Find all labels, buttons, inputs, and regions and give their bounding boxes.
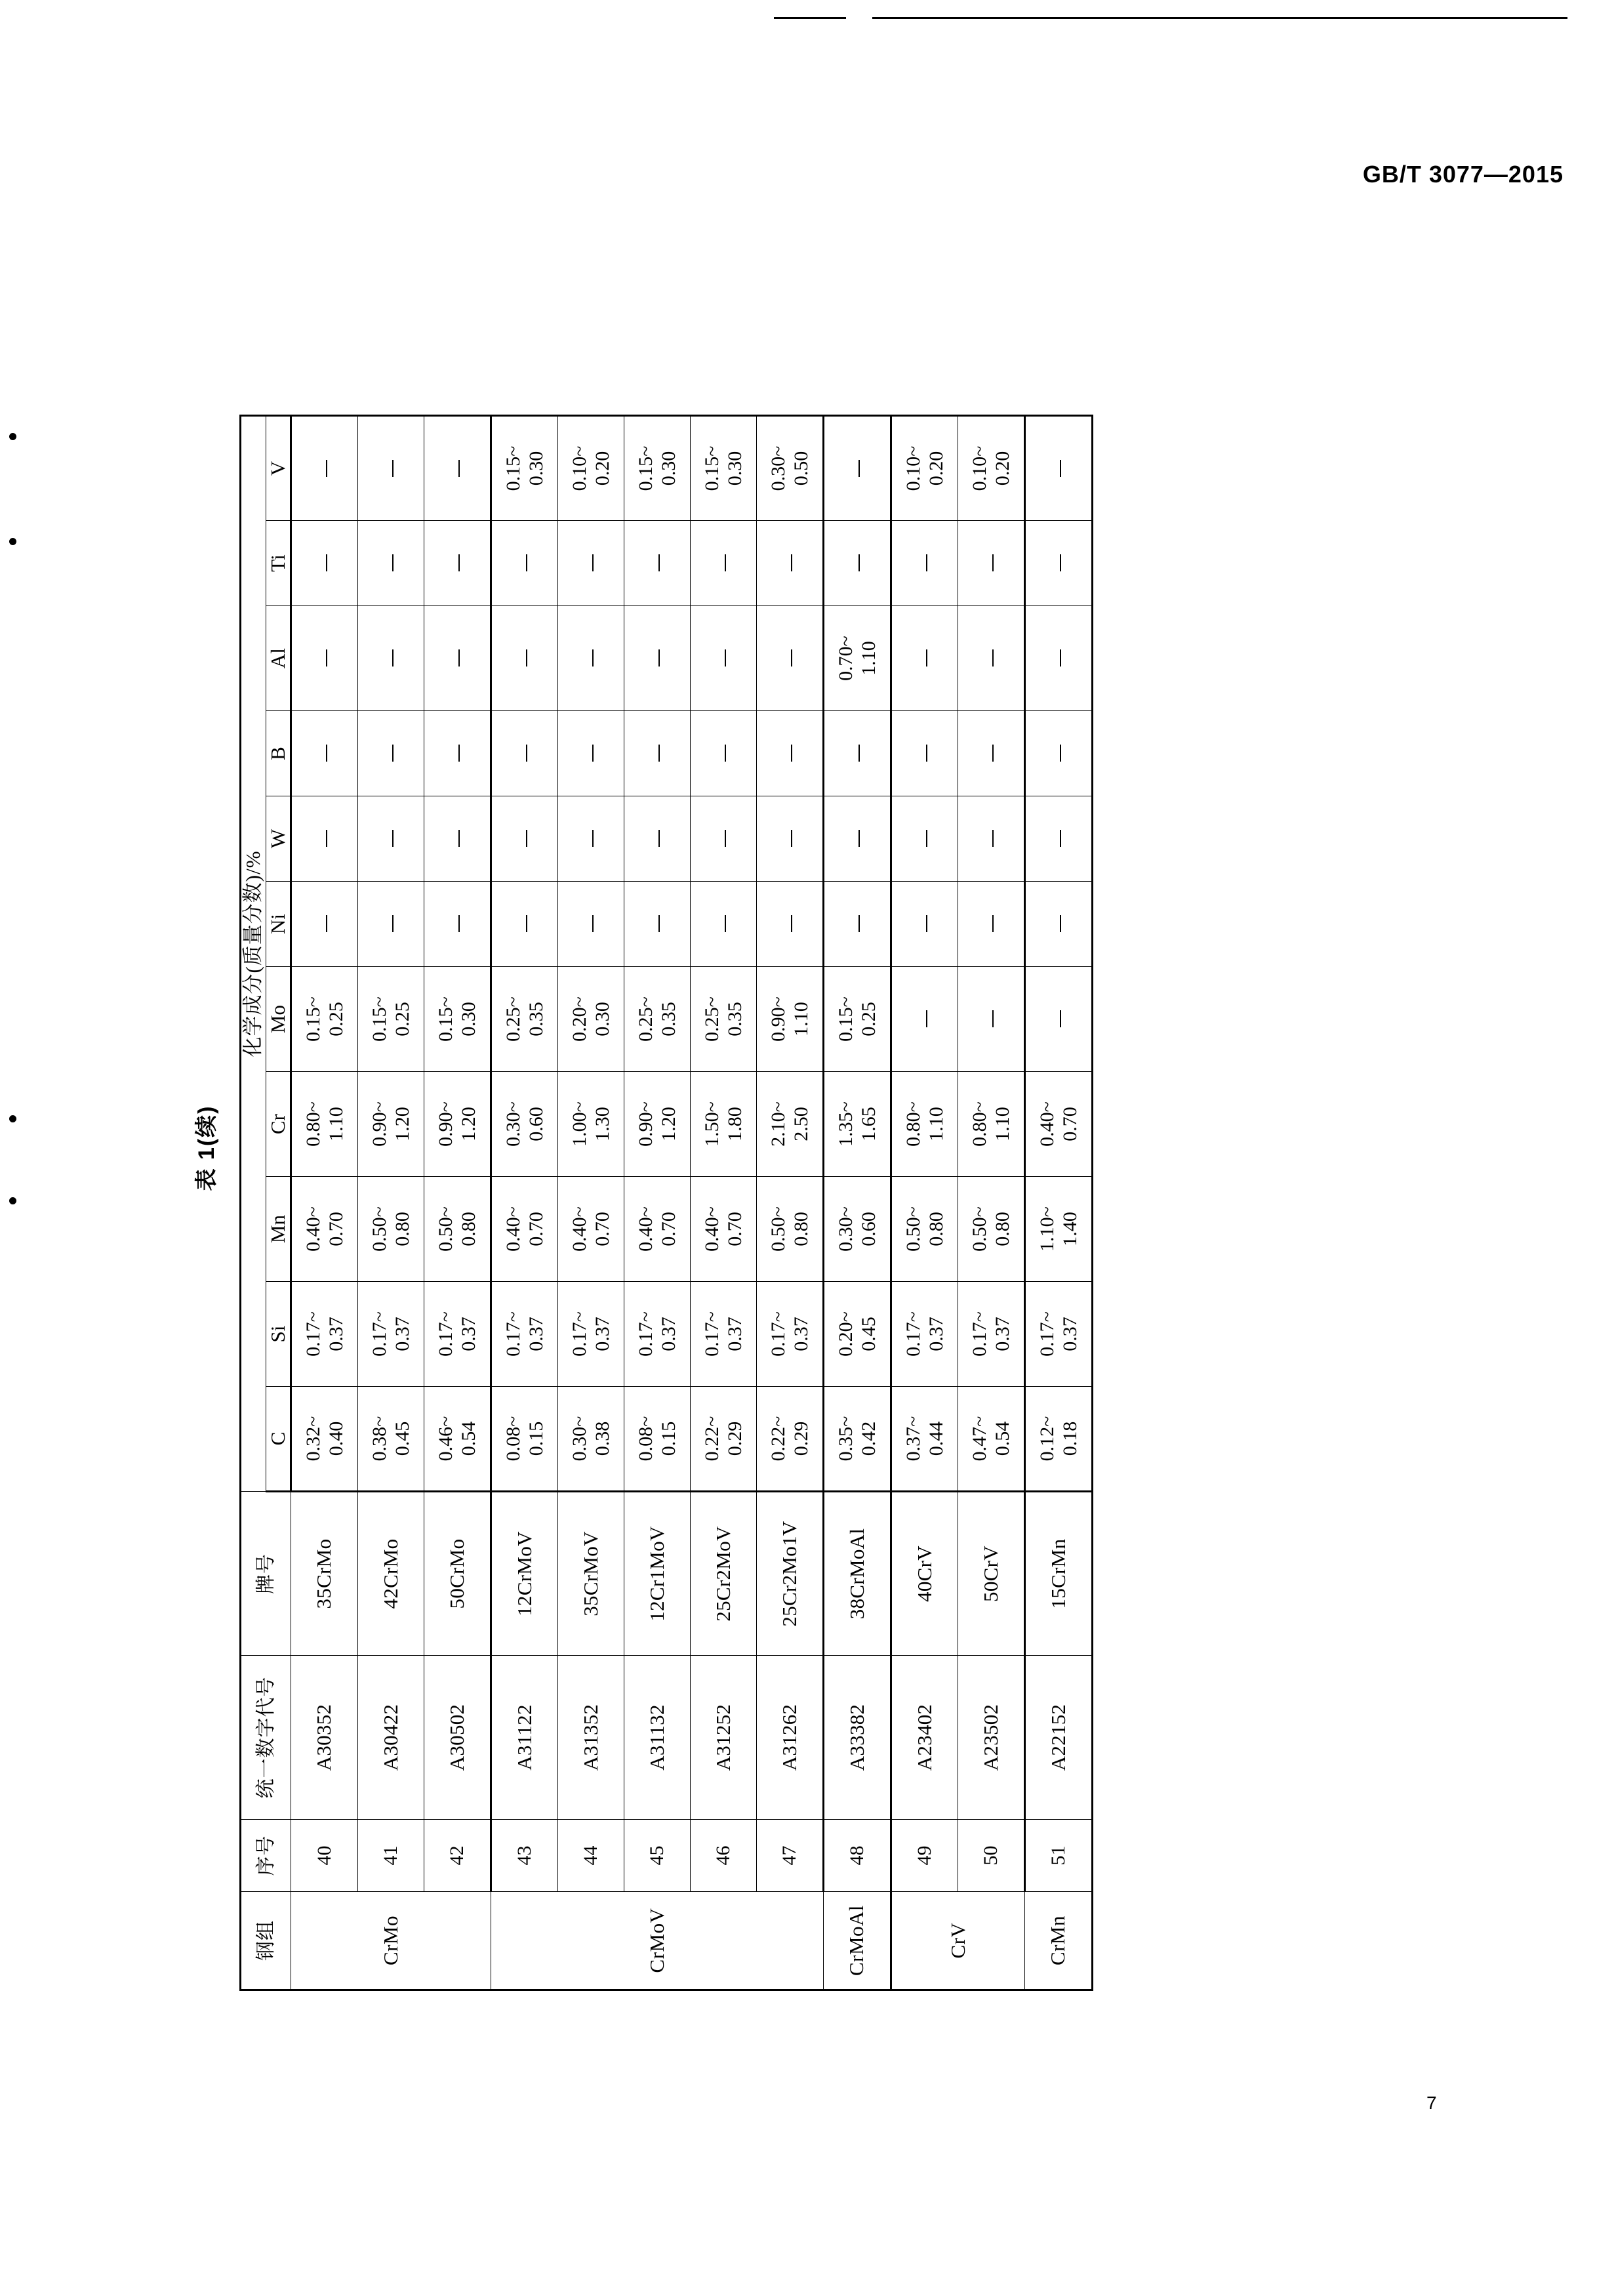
value-cell-B (958, 711, 1025, 796)
steel-group-cell: CrMo (291, 1892, 491, 1990)
grade-cell: 25Cr2Mo1V (757, 1492, 824, 1656)
column-header-serial: 序号 (241, 1820, 291, 1892)
value-cell-Mo: 0.25~ 0.35 (624, 967, 691, 1072)
grade-cell: 12CrMoV (491, 1492, 558, 1656)
serial-number-cell: 45 (624, 1820, 691, 1892)
value-cell-Cr: 0.80~ 1.10 (891, 1072, 958, 1177)
unified-code-cell: A23402 (891, 1656, 958, 1820)
column-header-element-C: C (266, 1387, 291, 1492)
column-header-element-W: W (266, 796, 291, 882)
value-cell-B (757, 711, 824, 796)
column-header-element-Al: Al (266, 606, 291, 711)
value-cell-Si: 0.17~ 0.37 (757, 1282, 824, 1387)
column-header-element-Mn: Mn (266, 1177, 291, 1282)
table-row (491, 416, 558, 1990)
value-cell-Cr: 0.30~ 0.60 (491, 1072, 558, 1177)
table-row (958, 416, 1025, 1990)
unified-code-cell: A30502 (424, 1656, 491, 1820)
value-cell-B (691, 711, 757, 796)
unified-code-cell: A30422 (358, 1656, 424, 1820)
value-cell-Mn: 0.50~ 0.80 (424, 1177, 491, 1282)
table-row (358, 416, 424, 1990)
serial-number-cell: 47 (757, 1820, 824, 1892)
value-cell-V: 0.15~ 0.30 (491, 416, 558, 521)
value-cell-V (291, 416, 358, 521)
serial-number-cell: 44 (558, 1820, 624, 1892)
chemical-composition-table (239, 415, 1093, 1991)
value-cell-Si: 0.17~ 0.37 (291, 1282, 358, 1387)
value-cell-Al (558, 606, 624, 711)
value-cell-C: 0.22~ 0.29 (757, 1387, 824, 1492)
unified-code-cell: A31352 (558, 1656, 624, 1820)
value-cell-Si: 0.20~ 0.45 (824, 1282, 891, 1387)
value-cell-Al (424, 606, 491, 711)
value-cell-C: 0.32~ 0.40 (291, 1387, 358, 1492)
value-cell-W (691, 796, 757, 882)
value-cell-B (824, 711, 891, 796)
value-cell-Ti (624, 521, 691, 606)
page-number: 7 (1426, 2093, 1437, 2113)
column-header-unified-code: 统一数字代号 (241, 1656, 291, 1820)
value-cell-Si: 0.17~ 0.37 (491, 1282, 558, 1387)
value-cell-C: 0.47~ 0.54 (958, 1387, 1025, 1492)
value-cell-Si: 0.17~ 0.37 (358, 1282, 424, 1387)
value-cell-Mo (891, 967, 958, 1072)
steel-group-cell: CrV (891, 1892, 1025, 1990)
value-cell-B (291, 711, 358, 796)
value-cell-Al (891, 606, 958, 711)
value-cell-Al (358, 606, 424, 711)
column-header-element-Mo: Mo (266, 967, 291, 1072)
value-cell-B (558, 711, 624, 796)
value-cell-Mn: 0.40~ 0.70 (691, 1177, 757, 1282)
value-cell-Mo: 0.20~ 0.30 (558, 967, 624, 1072)
value-cell-C: 0.35~ 0.42 (824, 1387, 891, 1492)
standard-number-header: GB/T 3077—2015 (1362, 161, 1564, 188)
value-cell-V: 0.10~ 0.20 (891, 416, 958, 521)
value-cell-Ti (558, 521, 624, 606)
value-cell-W (291, 796, 358, 882)
grade-cell: 50CrV (958, 1492, 1025, 1656)
serial-number-cell: 43 (491, 1820, 558, 1892)
value-cell-Mo: 0.25~ 0.35 (691, 967, 757, 1072)
value-cell-Cr: 2.10~ 2.50 (757, 1072, 824, 1177)
value-cell-Al: 0.70~ 1.10 (824, 606, 891, 711)
value-cell-Cr: 1.50~ 1.80 (691, 1072, 757, 1177)
serial-number-cell: 41 (358, 1820, 424, 1892)
value-cell-Cr: 0.80~ 1.10 (958, 1072, 1025, 1177)
value-cell-Ti (358, 521, 424, 606)
value-cell-B (358, 711, 424, 796)
value-cell-Mo: 0.15~ 0.25 (358, 967, 424, 1072)
value-cell-Ni (558, 882, 624, 967)
value-cell-Ti (1025, 521, 1093, 606)
grade-cell: 15CrMn (1025, 1492, 1093, 1656)
value-cell-Mn: 0.40~ 0.70 (558, 1177, 624, 1282)
value-cell-Ti (824, 521, 891, 606)
value-cell-Ni (624, 882, 691, 967)
value-cell-C: 0.38~ 0.45 (358, 1387, 424, 1492)
table-row (1025, 416, 1093, 1990)
value-cell-Al (958, 606, 1025, 711)
value-cell-W (958, 796, 1025, 882)
value-cell-Al (624, 606, 691, 711)
value-cell-Ni (757, 882, 824, 967)
unified-code-cell: A31132 (624, 1656, 691, 1820)
value-cell-Ti (958, 521, 1025, 606)
value-cell-W (1025, 796, 1093, 882)
serial-number-cell: 50 (958, 1820, 1025, 1892)
value-cell-W (424, 796, 491, 882)
value-cell-Al (491, 606, 558, 711)
value-cell-Mo: 0.15~ 0.25 (291, 967, 358, 1072)
value-cell-W (558, 796, 624, 882)
value-cell-Si: 0.17~ 0.37 (424, 1282, 491, 1387)
value-cell-Si: 0.17~ 0.37 (558, 1282, 624, 1387)
value-cell-Cr: 0.90~ 1.20 (424, 1072, 491, 1177)
table-header-row-top (241, 416, 266, 1990)
value-cell-W (757, 796, 824, 882)
value-cell-Ti (291, 521, 358, 606)
value-cell-Mo (958, 967, 1025, 1072)
value-cell-Ti (757, 521, 824, 606)
value-cell-B (424, 711, 491, 796)
value-cell-Mo (1025, 967, 1093, 1072)
value-cell-C: 0.22~ 0.29 (691, 1387, 757, 1492)
value-cell-W (624, 796, 691, 882)
value-cell-Ni (691, 882, 757, 967)
column-header-element-Ti: Ti (266, 521, 291, 606)
value-cell-C: 0.12~ 0.18 (1025, 1387, 1093, 1492)
column-header-element-B: B (266, 711, 291, 796)
value-cell-B (1025, 711, 1093, 796)
value-cell-Mn: 0.40~ 0.70 (491, 1177, 558, 1282)
serial-number-cell: 51 (1025, 1820, 1093, 1892)
value-cell-Si: 0.17~ 0.37 (1025, 1282, 1093, 1387)
grade-cell: 50CrMo (424, 1492, 491, 1656)
column-header-element-Cr: Cr (266, 1072, 291, 1177)
value-cell-V (424, 416, 491, 521)
value-cell-Si: 0.17~ 0.37 (624, 1282, 691, 1387)
table-row (691, 416, 757, 1990)
value-cell-C: 0.46~ 0.54 (424, 1387, 491, 1492)
grade-cell: 35CrMo (291, 1492, 358, 1656)
value-cell-V: 0.15~ 0.30 (691, 416, 757, 521)
column-header-element-Si: Si (266, 1282, 291, 1387)
steel-group-cell: CrMn (1025, 1892, 1093, 1990)
column-header-element-Ni: Ni (266, 882, 291, 967)
value-cell-Mo: 0.25~ 0.35 (491, 967, 558, 1072)
value-cell-W (491, 796, 558, 882)
table-row (824, 416, 891, 1990)
grade-cell: 12Cr1MoV (624, 1492, 691, 1656)
value-cell-W (891, 796, 958, 882)
value-cell-B (624, 711, 691, 796)
serial-number-cell: 40 (291, 1820, 358, 1892)
value-cell-Ni (424, 882, 491, 967)
value-cell-Al (1025, 606, 1093, 711)
unified-code-cell: A31262 (757, 1656, 824, 1820)
steel-group-cell: CrMoAl (824, 1892, 891, 1990)
serial-number-cell: 46 (691, 1820, 757, 1892)
unified-code-cell: A31252 (691, 1656, 757, 1820)
value-cell-Mn: 0.50~ 0.80 (757, 1177, 824, 1282)
value-cell-Cr: 0.90~ 1.20 (358, 1072, 424, 1177)
value-cell-Cr: 1.35~ 1.65 (824, 1072, 891, 1177)
value-cell-Ti (691, 521, 757, 606)
value-cell-Ni (891, 882, 958, 967)
grade-cell: 42CrMo (358, 1492, 424, 1656)
unified-code-cell: A22152 (1025, 1656, 1093, 1820)
table-row (624, 416, 691, 1990)
table-row (424, 416, 491, 1990)
value-cell-C: 0.30~ 0.38 (558, 1387, 624, 1492)
value-cell-V: 0.15~ 0.30 (624, 416, 691, 521)
value-cell-Ni (491, 882, 558, 967)
value-cell-V: 0.10~ 0.20 (558, 416, 624, 521)
value-cell-Mn: 0.50~ 0.80 (358, 1177, 424, 1282)
table-row (757, 416, 824, 1990)
value-cell-V (358, 416, 424, 521)
value-cell-Mn: 0.50~ 0.80 (891, 1177, 958, 1282)
grade-cell: 40CrV (891, 1492, 958, 1656)
steel-group-cell: CrMoV (491, 1892, 824, 1990)
value-cell-Mo: 0.90~ 1.10 (757, 967, 824, 1072)
serial-number-cell: 48 (824, 1820, 891, 1892)
column-header-element-V: V (266, 416, 291, 521)
value-cell-Ni (824, 882, 891, 967)
value-cell-V (1025, 416, 1093, 521)
table-row (558, 416, 624, 1990)
table-row (891, 416, 958, 1990)
value-cell-Cr: 0.80~ 1.10 (291, 1072, 358, 1177)
value-cell-Si: 0.17~ 0.37 (891, 1282, 958, 1387)
value-cell-Cr: 1.00~ 1.30 (558, 1072, 624, 1177)
grade-cell: 25Cr2MoV (691, 1492, 757, 1656)
grade-cell: 38CrMoAl (824, 1492, 891, 1656)
unified-code-cell: A31122 (491, 1656, 558, 1820)
serial-number-cell: 42 (424, 1820, 491, 1892)
value-cell-Ti (891, 521, 958, 606)
value-cell-C: 0.08~ 0.15 (491, 1387, 558, 1492)
column-header-steel-group: 钢组 (241, 1892, 291, 1990)
table-row (291, 416, 358, 1990)
value-cell-Mn: 0.40~ 0.70 (624, 1177, 691, 1282)
unified-code-cell: A30352 (291, 1656, 358, 1820)
value-cell-Mo: 0.15~ 0.25 (824, 967, 891, 1072)
value-cell-Mn: 0.50~ 0.80 (958, 1177, 1025, 1282)
value-cell-Ni (358, 882, 424, 967)
unified-code-cell: A33382 (824, 1656, 891, 1820)
serial-number-cell: 49 (891, 1820, 958, 1892)
value-cell-Cr: 0.40~ 0.70 (1025, 1072, 1093, 1177)
unified-code-cell: A23502 (958, 1656, 1025, 1820)
value-cell-C: 0.37~ 0.44 (891, 1387, 958, 1492)
value-cell-Al (757, 606, 824, 711)
value-cell-Mn: 0.40~ 0.70 (291, 1177, 358, 1282)
column-header-grade: 牌号 (241, 1492, 291, 1656)
value-cell-Ni (958, 882, 1025, 967)
value-cell-V: 0.10~ 0.20 (958, 416, 1025, 521)
value-cell-V (824, 416, 891, 521)
value-cell-V: 0.30~ 0.50 (757, 416, 824, 521)
value-cell-Si: 0.17~ 0.37 (958, 1282, 1025, 1387)
value-cell-Cr: 0.90~ 1.20 (624, 1072, 691, 1177)
value-cell-Mo: 0.15~ 0.30 (424, 967, 491, 1072)
value-cell-B (491, 711, 558, 796)
value-cell-Mn: 0.30~ 0.60 (824, 1177, 891, 1282)
value-cell-Al (691, 606, 757, 711)
value-cell-W (824, 796, 891, 882)
value-cell-Ni (291, 882, 358, 967)
value-cell-Ti (424, 521, 491, 606)
column-header-chemical-composition: 化学成分(质量分数)/% (241, 416, 266, 1492)
value-cell-Ti (491, 521, 558, 606)
value-cell-B (891, 711, 958, 796)
table-caption: 表 1(续) (194, 1105, 219, 1191)
value-cell-C: 0.08~ 0.15 (624, 1387, 691, 1492)
value-cell-W (358, 796, 424, 882)
value-cell-Si: 0.17~ 0.37 (691, 1282, 757, 1387)
value-cell-Al (291, 606, 358, 711)
grade-cell: 35CrMoV (558, 1492, 624, 1656)
value-cell-Mn: 1.10~ 1.40 (1025, 1177, 1093, 1282)
value-cell-Ni (1025, 882, 1093, 967)
